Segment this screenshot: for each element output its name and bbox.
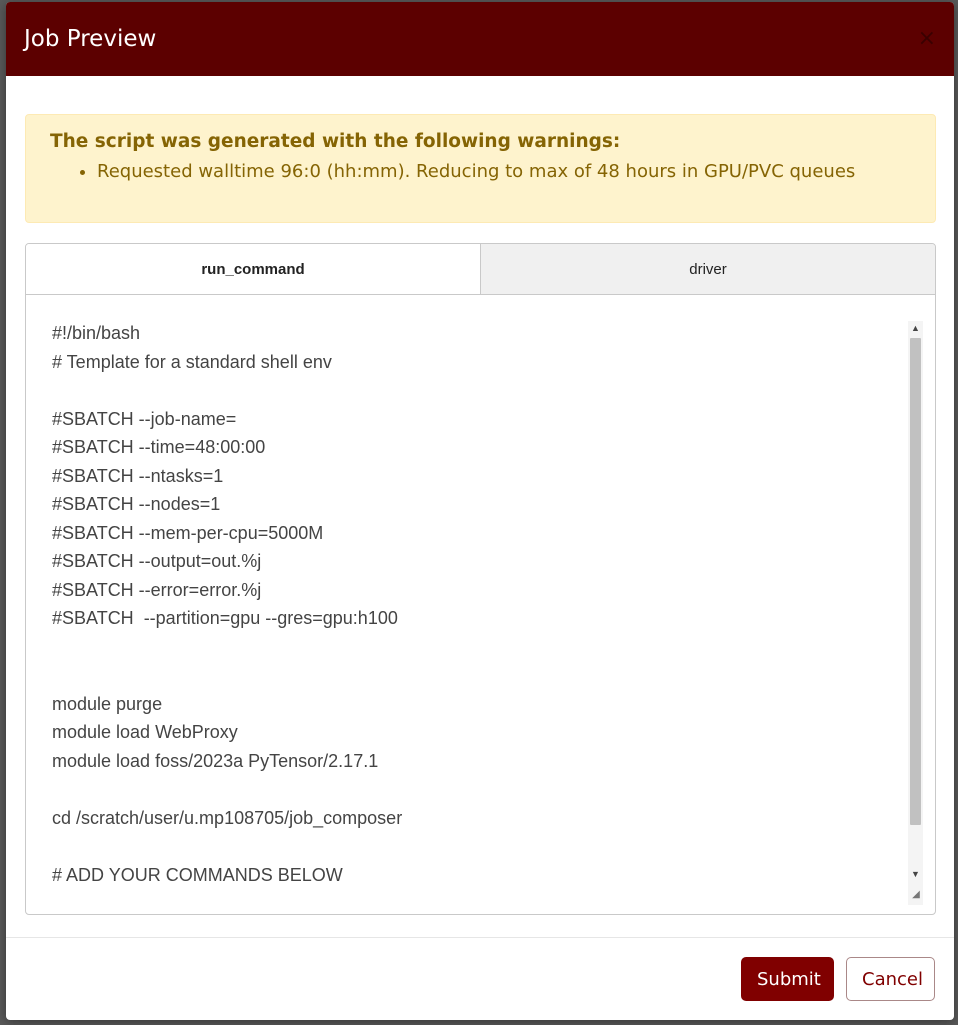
resize-grip-icon[interactable]: ◢ [912,889,920,900]
scroll-thumb[interactable] [910,338,921,825]
tab-driver[interactable]: driver [480,244,935,294]
alert-heading: The script was generated with the following warnings: [50,131,621,152]
scroll-up-arrow-icon[interactable]: ▲ [911,323,920,333]
submit-button[interactable]: Submit [741,957,834,1001]
cancel-button[interactable]: Cancel [846,957,935,1001]
warning-alert [25,114,936,223]
modal-title: Job Preview [24,26,157,52]
scroll-down-arrow-icon[interactable]: ▼ [911,869,920,879]
job-preview-modal [6,2,954,1020]
script-tabs [25,243,936,915]
script-panel [26,295,935,914]
modal-footer [6,937,954,1020]
vertical-scrollbar[interactable] [908,321,923,905]
warning-list [50,158,911,186]
modal-body [6,76,954,915]
close-icon[interactable]: × [917,26,936,51]
warning-item: • Requested walltime 96:0 (hh:mm). Reducing to max of 48 hours in GPU/PVC queues [97,158,911,186]
tab-run-command[interactable]: run_command [26,244,480,294]
modal-header [6,2,954,76]
tab-bar [26,244,935,295]
script-textarea[interactable]: #!/bin/bash # Template for a standard shell env #SBATCH --job-name= #SBATCH --time=48:00:00 #SBATCH --ntasks=1 #SBATCH --nodes=1 #SBATCH --mem-per-cpu=5000M #SBATCH --output=out.%j #SBATCH --error=error.%j #SBATCH --partition=gpu --gres=gpu:h100 module purge module load WebProxy module load foss/2023a PyTensor/2.17.1 cd /scratch/user/u.mp108705/job_composer # ADD YOUR COMMANDS BELOW [52,323,403,885]
